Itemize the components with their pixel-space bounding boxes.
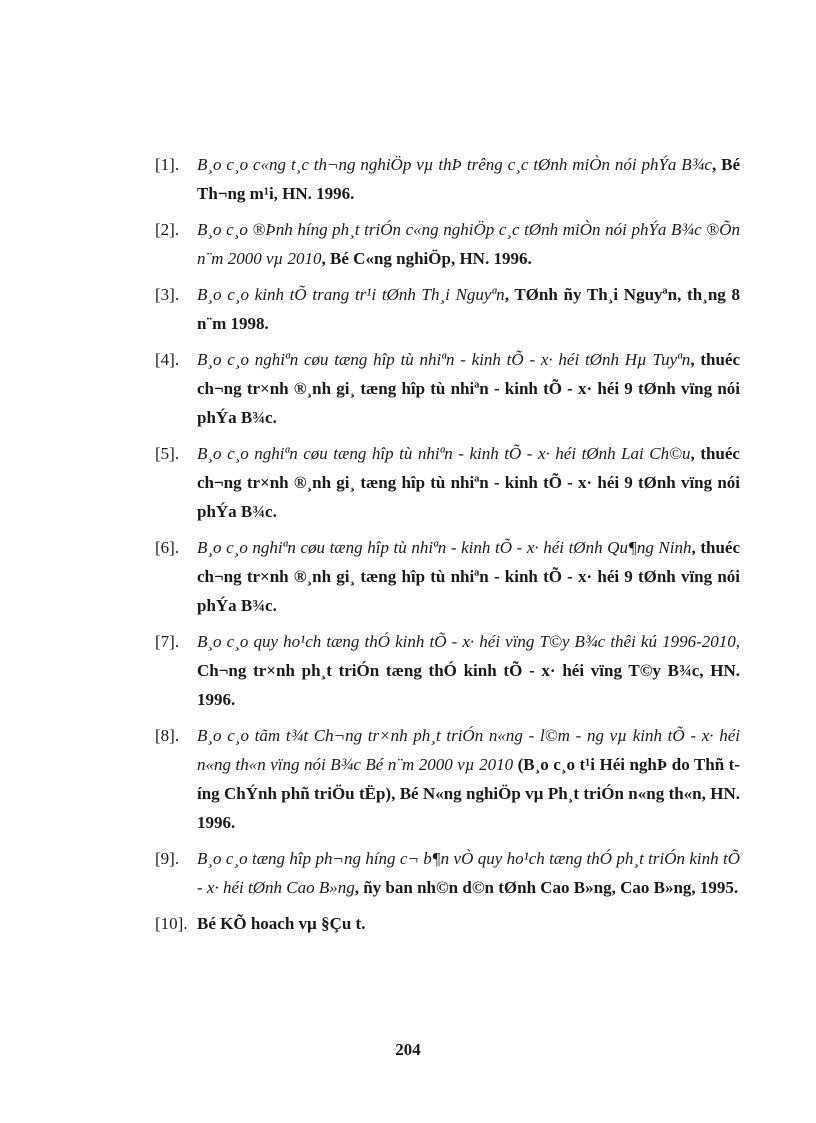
reference-title: B¸o c¸o nghiªn cøu tæng hîp tù nhiªn - kinh tÕ - x· héi tØnh Lai Ch©u [197, 444, 691, 463]
reference-title: B¸o c¸o kinh tÕ trang tr¹i tØnh Th¸i Nguyªn [197, 285, 505, 304]
reference-item [155, 280, 740, 338]
reference-item [155, 909, 740, 938]
reference-number: [7]. [155, 632, 180, 651]
reference-text [197, 215, 740, 273]
reference-source: , Bé C«ng nghiÖp, HN. 1996. [321, 249, 532, 268]
reference-list [155, 150, 740, 945]
reference-title: B¸o c¸o ®Þnh híng ph¸t triÓn c«ng nghiÖp c¸c tØnh miÒn nói phÝa B¾c ®Õn n¨m 2000 vµ 2010 [197, 220, 740, 268]
reference-source: , thuéc ch¬ng tr×nh ®¸nh gi¸ tæng hîp tù nhiªn - kinh tÕ - x· héi 9 tØnh vïng nói phÝa B¾c. [197, 444, 740, 521]
reference-number: [8]. [155, 726, 180, 745]
reference-number: [4]. [155, 350, 180, 369]
reference-title: B¸o c¸o tãm t¾t Ch¬ng tr×nh ph¸t triÓn n«ng - l©m - ng vµ kinh tÕ - x· héi n«ng th«n vïng nói B¾c Bé n¨m 2000 vµ 2010 [197, 726, 740, 774]
reference-text [197, 439, 740, 526]
reference-source: , thuéc ch¬ng tr×nh ®¸nh gi¸ tæng hîp tù nhiªn - kinh tÕ - x· héi 9 tØnh vïng nói phÝa B¾c. [197, 350, 740, 427]
reference-text [197, 280, 740, 338]
reference-item [155, 215, 740, 273]
page-number: 204 [395, 1040, 421, 1059]
reference-number: [10]. [155, 914, 188, 933]
reference-number: [6]. [155, 538, 180, 557]
reference-number: [3]. [155, 285, 180, 304]
reference-source: , thuéc ch¬ng tr×nh ®¸nh gi¸ tæng hîp tù nhiªn - kinh tÕ - x· héi 9 tØnh vïng nói phÝa B¾c. [197, 538, 741, 615]
reference-text [197, 721, 740, 837]
reference-text [197, 627, 740, 714]
reference-item [155, 150, 740, 208]
reference-text [197, 345, 740, 432]
reference-item [155, 345, 740, 432]
reference-text [197, 909, 740, 938]
reference-title: B¸o c¸o nghiªn cøu tæng hîp tù nhiªn - kinh tÕ - x· héi tØnh Qu¶ng Ninh [197, 538, 692, 557]
reference-source: Bé KÕ hoach vµ §Çu t. [197, 914, 366, 933]
reference-number: [9]. [155, 849, 180, 868]
reference-text [197, 150, 740, 208]
reference-source: , Bé Th¬ng m¹i, HN. 1996. [197, 155, 741, 203]
reference-text [197, 533, 740, 620]
reference-text [197, 844, 740, 902]
reference-title: B¸o c¸o quy ho¹ch tæng thÓ kinh tÕ - x· héi vïng T©y B¾c thêi kú 1996-2010, [197, 632, 740, 651]
reference-item [155, 721, 740, 837]
reference-title: B¸o c¸o c«ng t¸c th¬ng nghiÖp vµ thÞ trêng c¸c tØnh miÒn nói phÝa B¾c [197, 155, 712, 174]
reference-source: , TØnh ñy Th¸i Nguyªn, th¸ng 8 n¨m 1998. [197, 285, 740, 333]
reference-item [155, 439, 740, 526]
reference-source: Ch¬ng tr×nh ph¸t triÓn tæng thÓ kinh tÕ - x· héi vïng T©y B¾c, HN. 1996. [197, 661, 740, 709]
reference-source: (B¸o c¸o t¹i Héi nghÞ do Thñ tíng ChÝnh phñ triÖu tËp), Bé N«ng nghiÖp vµ Ph¸t triÓn n«ng th«n, HN. 1996. [197, 755, 740, 832]
reference-number: [1]. [155, 155, 180, 174]
reference-number: [5]. [155, 444, 180, 463]
reference-number: [2]. [155, 220, 180, 239]
reference-title: B¸o c¸o nghiªn cøu tæng hîp tù nhiªn - kinh tÕ - x· héi tØnh Hµ Tuyªn [197, 350, 691, 369]
reference-item [155, 844, 740, 902]
reference-title: B¸o c¸o tæng hîp ph¬ng híng c¬ b¶n vÒ quy ho¹ch tæng thÓ ph¸t triÓn kinh tÕ - x· héi tØnh Cao B»ng [197, 849, 740, 897]
reference-item [155, 533, 740, 620]
reference-item [155, 627, 740, 714]
reference-source: , ñy ban nh©n d©n tØnh Cao B»ng, Cao B»ng, 1995. [354, 878, 739, 897]
